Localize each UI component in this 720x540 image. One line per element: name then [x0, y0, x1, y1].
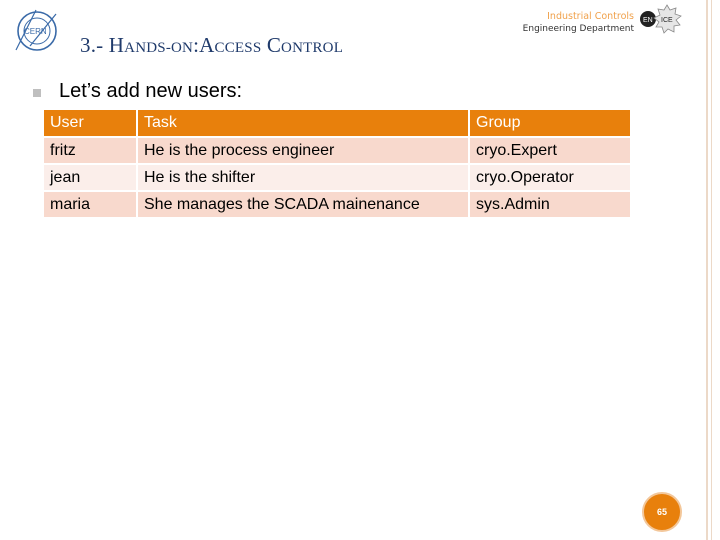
cell-task: He is the process engineer: [138, 138, 468, 163]
department-header: [523, 10, 634, 36]
header-user: User: [44, 110, 136, 136]
page-number-badge: 65: [642, 492, 682, 532]
title-part-on: ON: [171, 40, 194, 56]
en-ice-logo: [637, 4, 685, 34]
slide-frame-edge: [711, 0, 712, 540]
header-task: Task: [138, 110, 468, 136]
bullet-item: [33, 80, 242, 103]
org-line-2: Engineering Department: [522, 24, 634, 34]
header-group: Group: [470, 110, 630, 136]
title-part-dash: -: [165, 40, 172, 56]
title-part-ands: ANDS: [124, 40, 166, 56]
cell-task: She manages the SCADA mainenance: [138, 192, 468, 217]
title-part-h: H: [108, 33, 125, 57]
en-logo-text: EN: [643, 17, 653, 24]
table-row: [44, 192, 630, 217]
bullet-text: Let’s add new users:: [59, 80, 243, 102]
table-row: [44, 138, 630, 163]
cell-user: fritz: [44, 138, 136, 163]
title-part-c: C: [261, 33, 282, 57]
cell-group: cryo.Operator: [470, 165, 630, 190]
title-part-ontrol: ONTROL: [281, 40, 344, 56]
cell-user: maria: [44, 192, 136, 217]
table-row: [44, 165, 630, 190]
cell-task: He is the shifter: [138, 165, 468, 190]
title-part-ccess: CCESS: [214, 40, 262, 56]
table-header-row: [44, 110, 630, 136]
bullet-square-icon: [33, 89, 41, 97]
cell-group: cryo.Expert: [470, 138, 630, 163]
org-line-1: Industrial Controls: [547, 11, 634, 22]
cell-group: sys.Admin: [470, 192, 630, 217]
users-table: [42, 108, 632, 219]
cern-logo: [12, 6, 62, 56]
ice-logo-text: ICE: [661, 17, 673, 24]
cern-logo-text: CERN: [24, 27, 47, 36]
title-prefix: 3.-: [80, 33, 109, 57]
cell-user: jean: [44, 165, 136, 190]
title-part-a: A: [199, 33, 215, 57]
title-part-colon: :: [193, 33, 200, 57]
page-title: [80, 33, 343, 58]
